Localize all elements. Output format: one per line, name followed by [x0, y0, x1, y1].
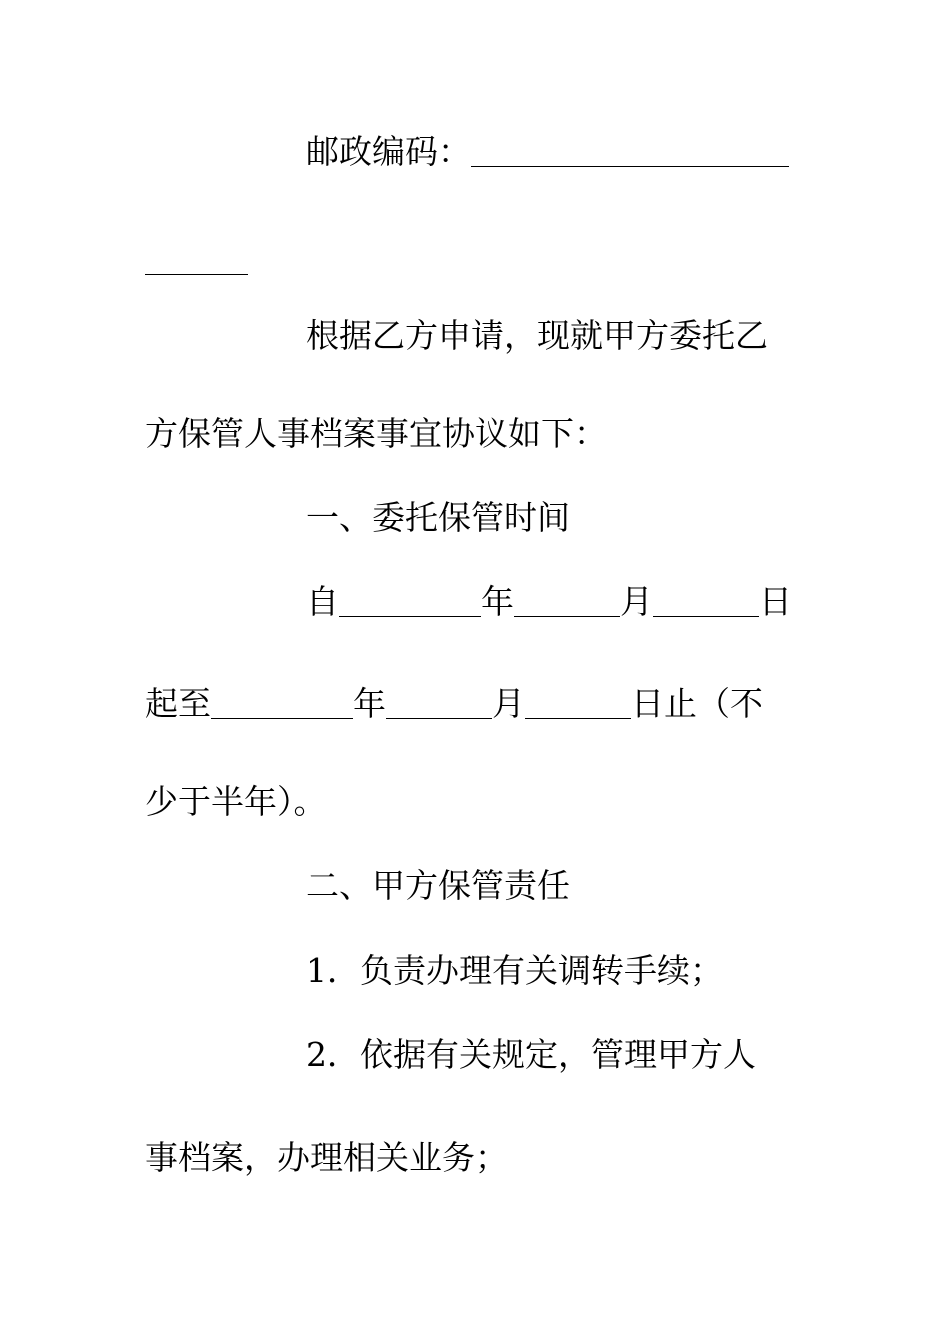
start-year-blank[interactable]: [339, 586, 481, 617]
period-line-2: [0, 674, 950, 734]
period-line-1: [0, 572, 950, 632]
postal-code-label: 邮政编码：: [306, 132, 471, 171]
list-item-2-text-1: 2．依据有关规定，管理甲方人: [306, 1035, 756, 1074]
to-label: 起至: [145, 684, 211, 723]
section-1-heading: [0, 488, 950, 548]
list-item-2-line-2: [0, 1128, 950, 1188]
end-day-label: 日止（不: [631, 684, 763, 723]
period-line-3: [0, 772, 950, 832]
start-month-label: 月: [620, 582, 653, 621]
intro-text-1: 根据乙方申请，现就甲方委托乙: [306, 316, 768, 355]
end-day-blank[interactable]: [525, 688, 631, 719]
start-month-blank[interactable]: [514, 586, 620, 617]
list-item-2-text-2: 事档案，办理相关业务；: [145, 1138, 508, 1177]
postal-code-blank[interactable]: [471, 136, 789, 167]
end-year-label: 年: [353, 684, 386, 723]
list-item-1-text: 1．负责办理有关调转手续；: [306, 951, 723, 990]
postal-code-line: [0, 122, 950, 182]
postal-code-blank-continued[interactable]: [145, 244, 248, 275]
postal-code-blank-continued-line: [0, 230, 950, 290]
list-item-2-line-1: [0, 1025, 950, 1085]
intro-paragraph-line-1: [0, 306, 950, 366]
intro-text-2: 方保管人事档案事宜协议如下：: [145, 414, 607, 453]
period-note: 少于半年）。: [145, 782, 327, 821]
intro-paragraph-line-2: [0, 404, 950, 464]
section-2-heading: [0, 856, 950, 916]
from-label: 自: [306, 582, 339, 621]
end-month-label: 月: [492, 684, 525, 723]
end-year-blank[interactable]: [211, 688, 353, 719]
end-month-blank[interactable]: [386, 688, 492, 719]
start-year-label: 年: [481, 582, 514, 621]
start-day-label: 日: [759, 582, 792, 621]
list-item-1: [0, 941, 950, 1001]
section-1-heading-text: 一、委托保管时间: [306, 498, 570, 537]
section-2-heading-text: 二、甲方保管责任: [306, 866, 570, 905]
start-day-blank[interactable]: [653, 586, 759, 617]
